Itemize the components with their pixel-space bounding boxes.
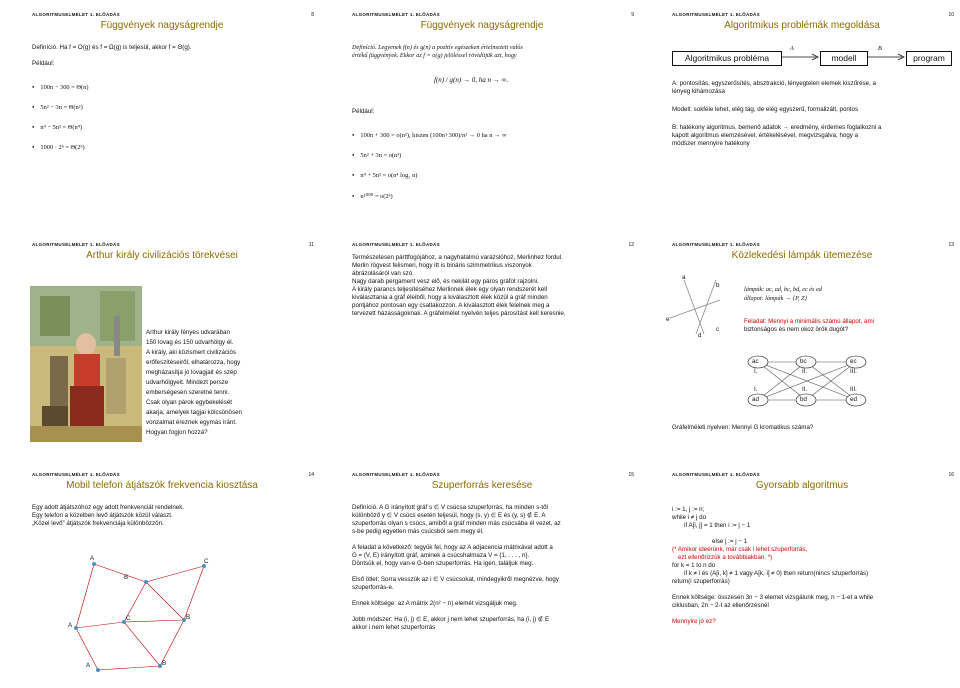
text-line: 150 lovag és 150 udvarhölgy él. xyxy=(146,339,234,346)
text-line: ciklusban, 2n − 2-t az ellenőrzésnél xyxy=(672,602,769,609)
slide-number: 16 xyxy=(948,472,954,478)
color-label: II. xyxy=(802,368,808,375)
code-line: i := 1, j := n; xyxy=(672,506,705,513)
text-line: vonzalmat éreznek egymás iránt. xyxy=(146,419,237,426)
graph-node: ad xyxy=(752,396,759,403)
slide-16 xyxy=(644,468,960,688)
code-line: for k = 1 to n do xyxy=(672,562,716,569)
list-item: ● 100n − 300 = Θ(n) xyxy=(32,84,88,91)
node-label: a xyxy=(682,274,686,281)
slide-number: 10 xyxy=(948,12,954,18)
tower-label: A xyxy=(86,662,91,669)
text-line: Modell: sokféle lehet, elég tág, de elég egyszerű, formalizált, pontos xyxy=(672,106,859,113)
list-item: ● 100n + 300 = o(n²), hiszen (100n+300)/n² → 0 ha n → ∞ xyxy=(352,132,507,139)
formula: f(n) / g(n) → 0, ha n → ∞. xyxy=(434,76,509,84)
list-item: ● 5n² + 3n = o(n³) xyxy=(352,152,401,159)
slide-12 xyxy=(324,238,640,458)
text-line: Definíció. A G irányított gráf s ∈ V csúcsa szuperforrás, ha minden s-től xyxy=(352,504,548,511)
graph-node: ac xyxy=(752,358,759,365)
code-line: if A[i, j] = 1 then i := j − 1 xyxy=(684,522,751,529)
slide-title: Szuperforrás keresése xyxy=(431,480,533,491)
slide-15 xyxy=(324,468,640,688)
slide-header: ALGORITMUSELMÉLET 1. ELŐADÁS xyxy=(32,242,120,247)
model-box: modell xyxy=(820,51,868,66)
slide-header: ALGORITMUSELMÉLET 1. ELŐADÁS xyxy=(32,472,120,477)
text-line: ábrázolásáról van szó. xyxy=(352,270,414,277)
code-line: while i ≠ j do xyxy=(672,514,707,521)
tower-label: B xyxy=(186,614,191,621)
slide-number: 9 xyxy=(631,12,634,18)
arrow-a-label: A xyxy=(790,45,794,52)
slide-header: ALGORITMUSELMÉLET 1. ELŐADÁS xyxy=(672,472,760,477)
slide-14 xyxy=(4,468,320,688)
slide-number: 12 xyxy=(628,242,634,248)
slide-8 xyxy=(4,8,320,228)
slide-number: 8 xyxy=(311,12,314,18)
graph-node: bd xyxy=(800,396,807,403)
code-line: return(i szuperforrás) xyxy=(672,578,730,585)
list-item: ● 1000 · 2ⁿ = Θ(2ⁿ) xyxy=(32,144,85,151)
code-line: else j := j − 1 xyxy=(712,538,748,545)
slide-title: Arthur király civilizációs törekvései xyxy=(86,250,238,261)
task-text: biztonságos és nem okoz örök dugót? xyxy=(744,326,849,333)
text-line: Csak olyan párok egybekelését xyxy=(146,399,232,406)
text-line: Egy adott átjátszóhoz egy adott frenkvenciát rendelnek. xyxy=(32,504,185,511)
definition-line: Definíció. Legyenek f(n) és g(n) a pozitív egészeken értelmezett valós xyxy=(352,44,523,51)
text-line: Arthur király fényes udvarában xyxy=(146,329,230,336)
text-line: akarja, amelyek tagjai kölcsönösen xyxy=(146,409,242,416)
text-line: szuperforrás olyan s csúcs, amiből a gráf minden más csúcsába él vezet, az xyxy=(352,520,561,527)
node-label: e xyxy=(666,316,670,323)
code-comment: ezt ellenőrizzük a továbbiakban. *) xyxy=(678,554,773,561)
graph-node: ec xyxy=(850,358,857,365)
tower-label: B xyxy=(162,660,167,667)
example-label: Például: xyxy=(32,60,55,67)
conflict-graph xyxy=(744,352,884,412)
slide-10 xyxy=(644,8,960,228)
text-line: A: pontosítás, egyszerűsítés, absztrakció, lényegtelen elemek kiszűrése, a xyxy=(672,80,876,87)
slide-number: 11 xyxy=(308,242,314,248)
graph-node: bc xyxy=(800,358,807,365)
slide-11 xyxy=(4,238,320,458)
slide-title: Függvények nagyságrendje xyxy=(420,20,544,31)
slide-13 xyxy=(644,238,960,458)
text-line: módszer mennyire hatékony xyxy=(672,140,750,147)
example-label: Például: xyxy=(352,108,375,115)
tower-label: C xyxy=(126,615,131,622)
text-line: erőfeszítéseiről, elhatározza, hogy xyxy=(146,359,241,366)
graph-node: ed xyxy=(850,396,857,403)
slide-title: Függvények nagyságrendje xyxy=(100,20,224,31)
slide-header: ALGORITMUSELMÉLET 1. ELŐADÁS xyxy=(672,12,760,17)
text-line: A király, aki közismert civilizációs xyxy=(146,349,236,356)
question-text: Gráfelméleti nyelven: Mennyi G kromatikus száma? xyxy=(672,424,814,431)
text-line: Hogyan fogjon hozzá? xyxy=(146,429,208,436)
slide-header: ALGORITMUSELMÉLET 1. ELŐADÁS xyxy=(352,242,440,247)
tower-label: C xyxy=(204,558,209,565)
tower-label: B xyxy=(124,574,129,581)
text-line: különböző y ∈ V csúcs esetén teljesül, hogy (s, y) ∈ E és (y, s) ∉ E. A xyxy=(352,512,546,519)
slide-title: Mobil telefon átjátszók frekvencia kiosztása xyxy=(66,480,258,491)
text-line: Első ötlet: Sorra vesszük az i ∈ V csúcsokat, mindegyikről megnézve, hogy xyxy=(352,576,559,583)
slide-header: ALGORITMUSELMÉLET 1. ELŐADÁS xyxy=(352,472,440,477)
definition: Definíció. Ha f = O(g) és f = Ω(g) is teljesül, akkor f = Θ(g). xyxy=(32,44,192,51)
code-comment: (* Amikor ideérünk, már csak i lehet szuperforrás, xyxy=(672,546,808,553)
lamps-text: lámpák: ac, ad, bc, bd, ec és ed xyxy=(744,286,822,293)
slide-number: 15 xyxy=(628,472,634,478)
text-line: A király parancs teljesítéséhez Merlinnek élek egy olyan rendszerét kell xyxy=(352,286,548,293)
program-box: program xyxy=(906,51,952,66)
arrow-icon xyxy=(866,52,906,62)
list-item: ● 5n² − 3n = Θ(n²) xyxy=(32,104,83,111)
definition-line: értékű függvények. Ekkor az f = o(g) jelöléssel rövidítjük azt, hogy xyxy=(352,52,517,59)
tower-label: A xyxy=(90,555,95,562)
task-text: Feladat: Mennyi a minimális számú állapot, ami xyxy=(744,318,874,325)
text-line: megházasítja jó lovagjait és szép xyxy=(146,369,237,376)
text-line: kapott algoritmus elemzésével, értékelésével, megvizsgálva, hogy a xyxy=(672,132,859,139)
text-line: Döntsük el, hogy van-e G-ben szuperforrás. Ha igen, találjuk meg. xyxy=(352,560,534,567)
tower-label: A xyxy=(68,622,73,629)
color-label: II. xyxy=(802,386,808,393)
slide-header: ALGORITMUSELMÉLET 1. ELŐADÁS xyxy=(352,12,440,17)
text-line: kiválasztania a gráf éleiből, hogy a kiválasztott élek közül a gráf minden xyxy=(352,294,548,301)
text-line: „Közel levő” átjátszók frekvenciája különbözzön. xyxy=(32,520,164,527)
text-line: pontjához pontosan egy csatlakozzon. A kiválasztott élek felelnek meg a xyxy=(352,302,550,309)
text-line: s-be pedig egyetlen más csúcsból sem megy él. xyxy=(352,528,484,535)
slide-header: ALGORITMUSELMÉLET 1. ELŐADÁS xyxy=(672,242,760,247)
text-line: tervezett házasságoknak. A gráfelmélet nyelvén teljes párosítást kell keresnie. xyxy=(352,310,566,317)
text-line: Jobb módszer: Ha (i, j) ∈ E, akkor j nem lehet szuperforrás, ha (i, j) ∉ E xyxy=(352,616,550,623)
arthur-painting-image xyxy=(30,286,142,442)
text-line: emberségesen szeretné tenni. xyxy=(146,389,230,396)
arrow-icon xyxy=(780,52,820,62)
color-label: I. xyxy=(754,386,758,393)
text-line: Merlin rögvest felismeri, hogy itt is bináris szimmetrikus viszonyok xyxy=(352,262,532,269)
slide-title: Algoritmikus problémák megoldása xyxy=(724,20,880,31)
problem-box: Algoritmikus probléma xyxy=(672,51,782,66)
node-label: c xyxy=(716,326,720,333)
list-item: ● n⁴ + 5n³ = o(n⁴ log₂ n) xyxy=(352,172,417,179)
text-line: Természetesen párttfogójához, a nagyhatalmú varázslóhoz, Merlinhez fordul. xyxy=(352,254,563,261)
slide-9 xyxy=(324,8,640,228)
question-text: Mennyire jó ez? xyxy=(672,618,716,625)
text-line: Ennek költsége: az A mátrix 2(n² − n) elemét vizsgáljuk meg. xyxy=(352,600,518,607)
color-label: I. xyxy=(754,368,758,375)
text-line: A feladat a következő: tegyük fel, hogy az A adjacencia mátrixával adott a xyxy=(352,544,553,551)
slide-title: Közlekedési lámpák ütemezése xyxy=(731,250,873,261)
text-line: akkor i nem lehet szuperforrás xyxy=(352,624,436,631)
text-line: szuperforrás-e. xyxy=(352,584,394,591)
list-item: ● n¹⁰⁰⁰ = o(2ⁿ) xyxy=(352,192,393,200)
slide-number: 13 xyxy=(948,242,954,248)
node-label: d xyxy=(698,332,702,339)
slide-number: 14 xyxy=(308,472,314,478)
text-line: Ennek költsége: összesen 3n − 3 elemet vizsgálunk meg, n − 1-et a while xyxy=(672,594,874,601)
node-label: b xyxy=(716,282,720,289)
text-line: udvarhölgyeit. Mindezt persze xyxy=(146,379,229,386)
list-item: ● n⁴ − 5n³ = Θ(n⁴) xyxy=(32,124,82,131)
state-text: állapot: lámpák → {P, Z} xyxy=(744,295,808,302)
text-line: G = (V, E) irányított gráf, aminek a csúcshalmaza V = {1, . . . , n}. xyxy=(352,552,530,559)
text-line: Egy telefon a közelben levő átjátszók közül választ. xyxy=(32,512,173,519)
text-line: Nagy darab pergament vesz elő, és nekilát egy páros gráfot rajzolni. xyxy=(352,278,539,285)
code-line: if k ≠ i és (A[i, k] ≠ 1 vagy A[k, i] ≠ 0) then return(nincs szuperforrás) xyxy=(684,570,869,577)
color-label: III. xyxy=(850,368,857,375)
text-line: lényeg kihámozása xyxy=(672,88,725,95)
arrow-b-label: B xyxy=(878,45,882,52)
color-label: III. xyxy=(850,386,857,393)
slide-header: ALGORITMUSELMÉLET 1. ELŐADÁS xyxy=(32,12,120,17)
text-line: B: hatékony algoritmus, bemenő adatok → eredmény, érdemes foglalkozni a xyxy=(672,124,882,131)
slide-title: Gyorsabb algoritmus xyxy=(755,480,849,491)
